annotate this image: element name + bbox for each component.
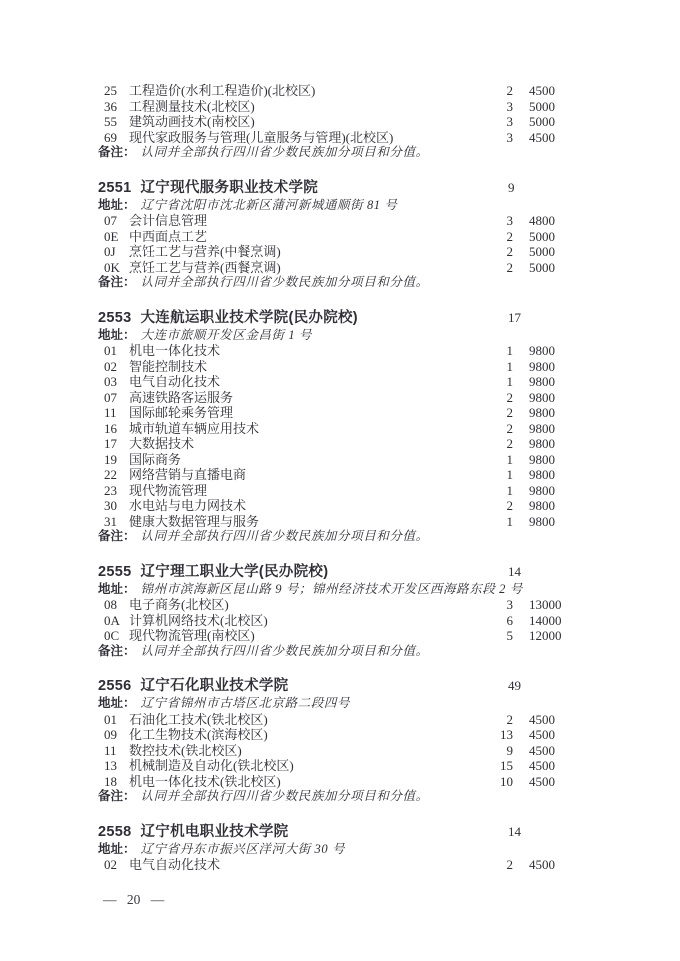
- major-row: [98, 244, 570, 260]
- plan-count: 5: [506, 628, 513, 643]
- major-row: [98, 359, 570, 375]
- remark-text: 认同并全部执行四川省少数民族加分项目和分值。: [140, 643, 429, 658]
- major-name: 健康大数据管理与服务: [129, 513, 260, 529]
- plan-count: 2: [506, 83, 513, 98]
- remark-text: 认同并全部执行四川省少数民族加分项目和分值。: [140, 145, 429, 159]
- address-text: 大连市旅顺开发区金昌街 1 号: [140, 327, 313, 342]
- plan-count: 2: [506, 244, 513, 259]
- school-header: [98, 562, 570, 582]
- major-name: 工程测量技术(北校区): [129, 98, 255, 114]
- major-row: [98, 405, 570, 421]
- major-code: 09: [104, 727, 117, 742]
- tuition-fee: 12000: [529, 628, 562, 643]
- plan-count: 6: [506, 612, 513, 628]
- address-text: 辽宁省丹东市振兴区洋河大街 30 号: [140, 841, 346, 856]
- tuition-fee: 9800: [529, 467, 555, 482]
- plan-count: 3: [506, 213, 513, 228]
- major-row: [98, 130, 570, 146]
- school-name: 辽宁理工职业大学(民办院校): [140, 563, 329, 580]
- tuition-fee: 4500: [529, 758, 555, 773]
- major-row: [98, 857, 570, 873]
- major-code: 0C: [104, 628, 120, 643]
- tuition-fee: 9800: [529, 436, 555, 451]
- plan-count: 2: [506, 711, 513, 727]
- major-row: [98, 436, 570, 452]
- tuition-fee: 9800: [529, 389, 555, 405]
- major-code: 07: [104, 213, 117, 228]
- remark-text: 认同并全部执行四川省少数民族加分项目和分值。: [140, 529, 429, 543]
- plan-count: 2: [506, 405, 513, 420]
- tuition-fee: 5000: [529, 114, 555, 129]
- major-name: 中西面点工艺: [129, 228, 208, 244]
- tuition-fee: 13000: [529, 597, 562, 612]
- major-row: [98, 213, 570, 229]
- major-code: 19: [104, 451, 117, 467]
- tuition-fee: 5000: [529, 98, 555, 114]
- major-code: 07: [104, 389, 117, 405]
- remark-label: 备注：: [98, 529, 136, 543]
- major-name: 城市轨道车辆应用技术: [129, 420, 260, 436]
- major-name: 石油化工技术(铁北校区): [129, 711, 268, 727]
- major-row: [98, 260, 570, 276]
- major-name: 计算机网络技术(北校区): [129, 612, 268, 628]
- tuition-fee: 4500: [529, 83, 555, 98]
- school-section: [98, 822, 570, 873]
- major-name: 化工生物技术(滨海校区): [129, 727, 268, 742]
- major-name: 高速铁路客运服务: [129, 389, 234, 405]
- major-row: [98, 83, 570, 99]
- school-name: 辽宁机电职业技术学院: [140, 823, 289, 840]
- major-row: [98, 343, 570, 359]
- major-name: 现代物流管理(南校区): [129, 628, 255, 643]
- tuition-fee: 4500: [529, 727, 555, 742]
- school-code: 2555: [98, 563, 132, 580]
- major-row: [98, 467, 570, 483]
- major-name: 电子商务(北校区): [129, 597, 229, 612]
- plan-count: 2: [506, 228, 513, 244]
- major-code: 01: [104, 343, 117, 358]
- major-name: 电气自动化技术: [129, 857, 221, 872]
- plan-count: 10: [500, 773, 513, 789]
- major-name: 网络营销与直播电商: [129, 467, 247, 482]
- major-name: 大数据技术: [129, 436, 195, 451]
- address-text: 辽宁省沈阳市沈北新区蒲河新城通顺街 81 号: [140, 197, 398, 212]
- plan-count: 9: [506, 742, 513, 758]
- tuition-fee: 5000: [529, 228, 555, 244]
- school-section: [98, 178, 570, 291]
- remark-row: [98, 644, 570, 660]
- major-row: [98, 597, 570, 613]
- plan-count: 1: [506, 358, 513, 374]
- major-code: 16: [104, 420, 117, 436]
- major-row: [98, 99, 570, 115]
- remark-row: [98, 145, 570, 161]
- major-code: 0K: [104, 259, 120, 275]
- tuition-fee: 5000: [529, 244, 555, 259]
- school-total-plan: 14: [508, 823, 521, 839]
- school-header: [98, 308, 570, 328]
- major-row: [98, 114, 570, 130]
- address-label: 地址：: [98, 197, 136, 212]
- remark-row: [98, 275, 570, 291]
- address-row: [98, 198, 570, 214]
- tuition-fee: 4500: [529, 773, 555, 789]
- address-label: 地址：: [98, 841, 136, 856]
- major-row: [98, 483, 570, 499]
- continuation-section: [98, 83, 570, 161]
- major-row: [98, 774, 570, 790]
- tuition-fee: 4500: [529, 742, 555, 758]
- address-label: 地址：: [98, 327, 136, 342]
- major-name: 智能控制技术: [129, 358, 208, 374]
- plan-count: 3: [506, 98, 513, 114]
- school-total-plan: 9: [508, 179, 515, 195]
- major-row: [98, 229, 570, 245]
- major-code: 23: [104, 482, 117, 498]
- tuition-fee: 4800: [529, 213, 555, 228]
- plan-count: 2: [506, 436, 513, 451]
- major-code: 02: [104, 358, 117, 374]
- plan-count: 3: [506, 129, 513, 145]
- plan-count: 2: [506, 420, 513, 436]
- school-code: 2556: [98, 678, 132, 694]
- plan-count: 1: [506, 467, 513, 482]
- school-section: [98, 676, 570, 805]
- major-name: 机电一体化技术: [129, 343, 221, 358]
- major-row: [98, 743, 570, 759]
- major-code: 0E: [104, 228, 119, 244]
- plan-count: 3: [506, 114, 513, 129]
- tuition-fee: 9800: [529, 358, 555, 374]
- major-code: 0A: [104, 612, 120, 628]
- plan-count: 1: [506, 374, 513, 389]
- remark-label: 备注：: [98, 145, 136, 159]
- tuition-fee: 9800: [529, 374, 555, 389]
- major-code: 08: [104, 597, 117, 612]
- major-name: 会计信息管理: [129, 213, 208, 228]
- major-code: 55: [104, 114, 117, 129]
- major-code: 13: [104, 758, 117, 773]
- major-code: 25: [104, 83, 117, 98]
- major-code: 17: [104, 436, 117, 451]
- tuition-fee: 4500: [529, 711, 555, 727]
- school-section: [98, 308, 570, 545]
- major-name: 机械制造及自动化(铁北校区): [129, 758, 294, 773]
- plan-count: 1: [506, 482, 513, 498]
- major-name: 水电站与电力网技术: [129, 498, 247, 513]
- tuition-fee: 14000: [529, 612, 562, 628]
- major-row: [98, 452, 570, 468]
- remark-row: [98, 529, 570, 545]
- major-code: 11: [104, 742, 117, 758]
- major-row: [98, 758, 570, 774]
- major-row: [98, 390, 570, 406]
- address-row: [98, 696, 570, 712]
- school-header: [98, 676, 570, 696]
- major-name: 电气自动化技术: [129, 374, 221, 389]
- major-name: 机电一体化技术(铁北校区): [129, 773, 281, 789]
- remark-row: [98, 789, 570, 805]
- major-name: 国际商务: [129, 451, 182, 467]
- school-code: 2553: [98, 309, 132, 326]
- school-code: 2551: [98, 179, 132, 196]
- school-section: [98, 562, 570, 660]
- major-name: 国际邮轮乘务管理: [129, 405, 234, 420]
- major-name: 建筑动画技术(南校区): [129, 114, 255, 129]
- major-code: 69: [104, 129, 117, 145]
- tuition-fee: 9800: [529, 513, 555, 529]
- major-name: 工程造价(水利工程造价)(北校区): [129, 83, 316, 98]
- remark-label: 备注：: [98, 643, 136, 658]
- major-code: 02: [104, 857, 117, 872]
- plan-count: 3: [506, 597, 513, 612]
- school-code: 2558: [98, 823, 132, 840]
- tuition-fee: 9800: [529, 451, 555, 467]
- school-total-plan: 14: [508, 563, 521, 579]
- school-total-plan: 49: [508, 678, 521, 693]
- major-code: 0J: [104, 244, 116, 259]
- document-body: [98, 83, 570, 873]
- tuition-fee: 4500: [529, 129, 555, 145]
- tuition-fee: 5000: [529, 259, 555, 275]
- major-row: [98, 613, 570, 629]
- major-row: [98, 498, 570, 514]
- tuition-fee: 4500: [529, 857, 555, 872]
- plan-count: 13: [500, 727, 513, 742]
- major-name: 现代物流管理: [129, 482, 208, 498]
- major-name: 数控技术(铁北校区): [129, 742, 242, 758]
- plan-count: 2: [506, 498, 513, 513]
- address-row: [98, 582, 570, 598]
- school-name: 辽宁现代服务职业技术学院: [140, 179, 319, 196]
- tuition-fee: 9800: [529, 482, 555, 498]
- tuition-fee: 9800: [529, 420, 555, 436]
- school-header: [98, 178, 570, 198]
- major-code: 11: [104, 405, 117, 420]
- major-code: 30: [104, 498, 117, 513]
- school-name: 大连航运职业技术学院(民办院校): [140, 309, 358, 326]
- major-name: 烹饪工艺与营养(西餐烹调): [129, 259, 281, 275]
- major-row: [98, 374, 570, 390]
- major-code: 18: [104, 773, 117, 789]
- plan-count: 1: [506, 451, 513, 467]
- school-total-plan: 17: [508, 309, 521, 325]
- major-row: [98, 514, 570, 530]
- major-name: 现代家政服务与管理(儿童服务与管理)(北校区): [129, 129, 394, 145]
- major-code: 36: [104, 98, 117, 114]
- plan-count: 2: [506, 259, 513, 275]
- major-code: 31: [104, 513, 117, 529]
- remark-text: 认同并全部执行四川省少数民族加分项目和分值。: [140, 275, 429, 289]
- school-name: 辽宁石化职业技术学院: [140, 678, 289, 694]
- school-header: [98, 822, 570, 842]
- remark-label: 备注：: [98, 789, 136, 803]
- major-row: [98, 421, 570, 437]
- plan-count: 2: [506, 389, 513, 405]
- plan-count: 1: [506, 343, 513, 358]
- major-row: [98, 727, 570, 743]
- plan-count: 15: [500, 758, 513, 773]
- address-label: 地址：: [98, 696, 136, 710]
- plan-count: 2: [506, 857, 513, 872]
- major-code: 03: [104, 374, 117, 389]
- major-row: [98, 628, 570, 644]
- tuition-fee: 9800: [529, 498, 555, 513]
- plan-count: 1: [506, 513, 513, 529]
- page-number: — 20 —: [103, 892, 165, 907]
- address-row: [98, 842, 570, 858]
- major-code: 22: [104, 467, 117, 482]
- address-label: 地址：: [98, 581, 136, 596]
- major-name: 烹饪工艺与营养(中餐烹调): [129, 244, 281, 259]
- address-text: 锦州市滨海新区昆山路 9 号；锦州经济技术开发区西海路东段 2 号: [140, 581, 523, 596]
- address-row: [98, 328, 570, 344]
- tuition-fee: 9800: [529, 343, 555, 358]
- major-code: 01: [104, 711, 117, 727]
- address-text: 辽宁省锦州市古塔区北京路二段四号: [140, 696, 351, 710]
- tuition-fee: 9800: [529, 405, 555, 420]
- remark-label: 备注：: [98, 275, 136, 289]
- remark-text: 认同并全部执行四川省少数民族加分项目和分值。: [140, 789, 429, 803]
- major-row: [98, 712, 570, 728]
